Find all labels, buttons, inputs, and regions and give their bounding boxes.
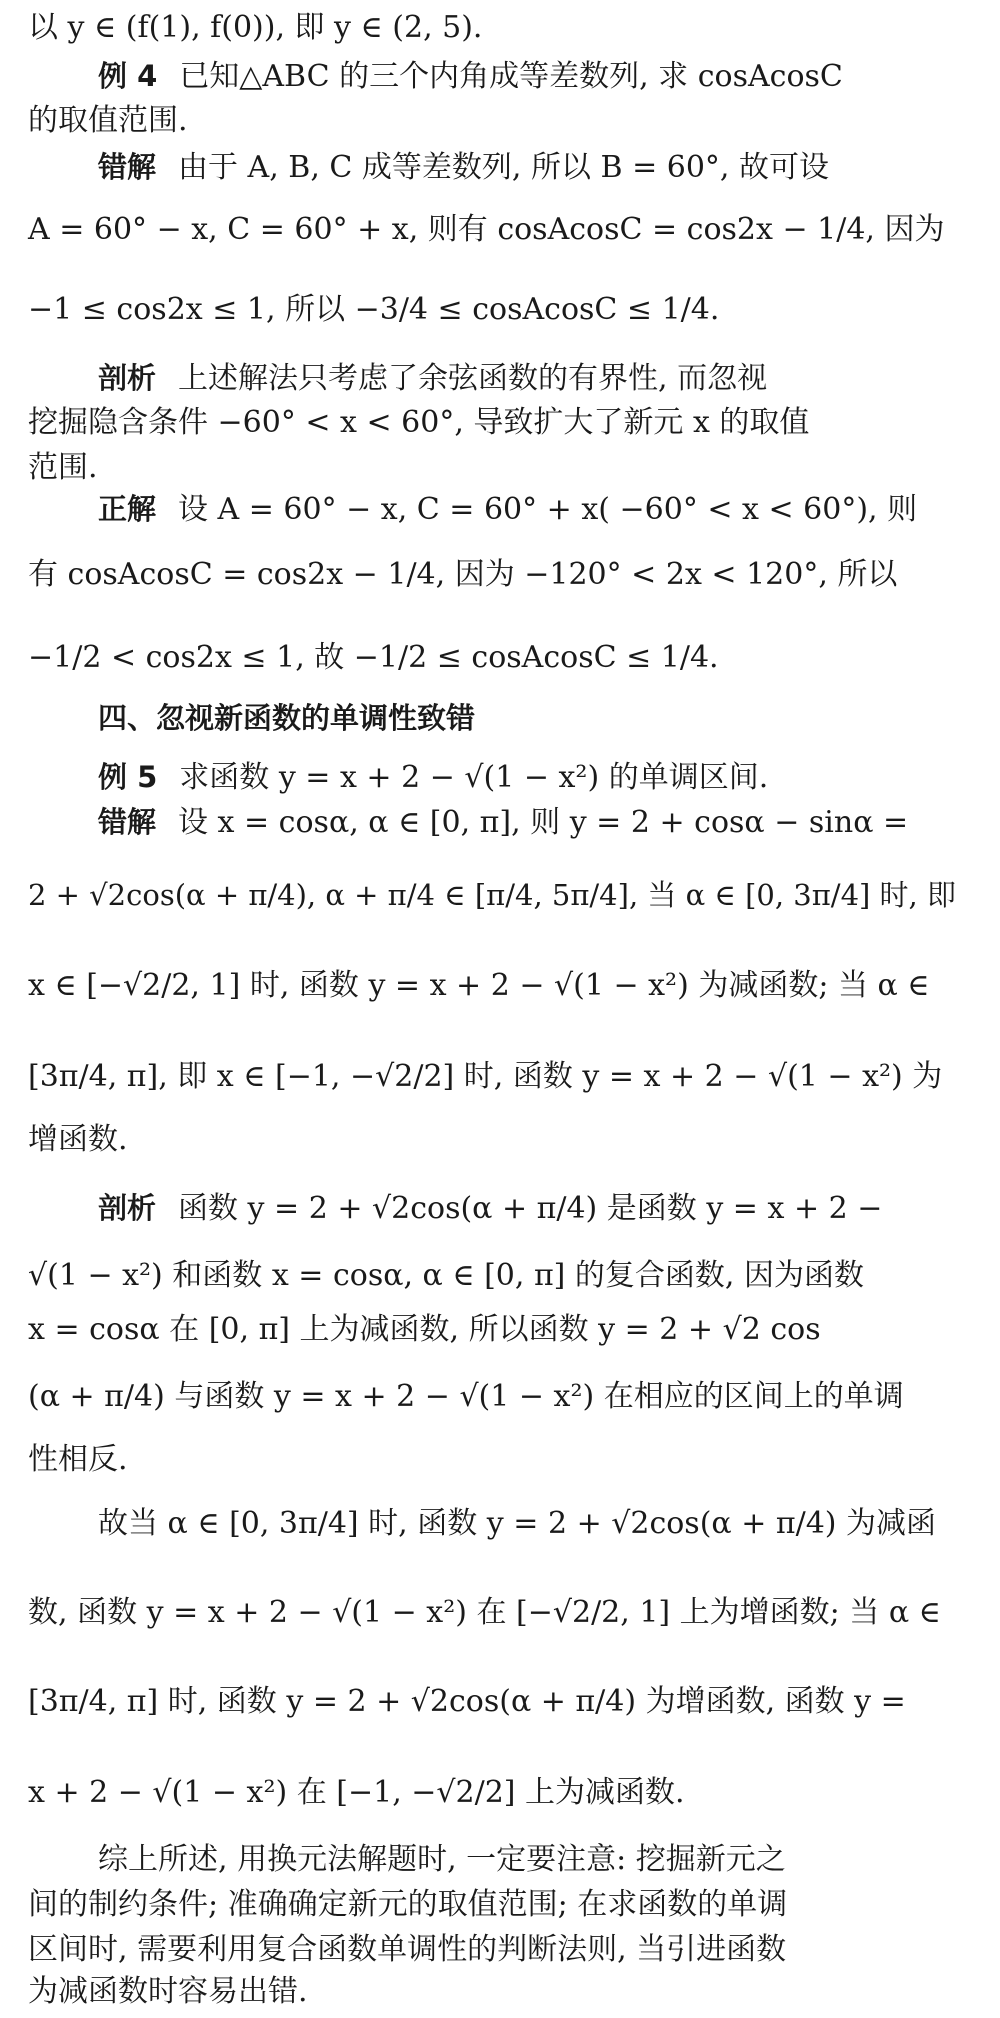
analysis-2-line-3: x = cosα 在 [0, π] 上为减函数, 所以函数 y = 2 + √2 cos: [28, 1312, 821, 1347]
wrong-solution-2-line-3: x ∈ [−√2/2, 1] 时, 函数 y = x + 2 − √(1 − x²) 为减函数; 当 α ∈: [28, 968, 930, 1003]
wrong-solution-2-line-4: [3π/4, π], 即 x ∈ [−1, −√2/2] 时, 函数 y = x + 2 − √(1 − x²) 为: [28, 1059, 943, 1094]
analysis-line-1: 剖析 上述解法只考虑了余弦函数的有界性, 而忽视: [98, 361, 768, 396]
analysis-line-2: 挖掘隐含条件 −60° < x < 60°, 导致扩大了新元 x 的取值: [28, 405, 810, 440]
wrong-solution-line-2: A = 60° − x, C = 60° + x, 则有 cosAcosC = cos2x − 1/4, 因为: [28, 212, 945, 247]
wrong-solution-2-line-1: 错解 设 x = cosα, α ∈ [0, π], 则 y = 2 + cosα − sinα =: [98, 805, 909, 840]
conclusion-line-4: x + 2 − √(1 − x²) 在 [−1, −√2/2] 上为减函数.: [28, 1775, 685, 1810]
wrong-solution-2-line-2: 2 + √2cos(α + π/4), α + π/4 ∈ [π/4, 5π/4], 当 α ∈ [0, 3π/4] 时, 即: [28, 878, 956, 912]
analysis-2-line-5: 性相反.: [28, 1442, 128, 1477]
summary-line-1: 综上所述, 用换元法解题时, 一定要注意: 挖掘新元之: [98, 1842, 786, 1877]
text-line-1: 以 y ∈ (f(1), f(0)), 即 y ∈ (2, 5).: [28, 10, 483, 45]
correct-solution-line-2: 有 cosAcosC = cos2x − 1/4, 因为 −120° < 2x < 120°, 所以: [28, 557, 898, 592]
analysis-line-3: 范围.: [28, 450, 98, 485]
conclusion-line-2: 数, 函数 y = x + 2 − √(1 − x²) 在 [−√2/2, 1] 上为增函数; 当 α ∈: [28, 1595, 941, 1630]
section-heading: 四、忽视新函数的单调性致错: [98, 701, 476, 735]
correct-solution-label: 正解: [98, 492, 157, 526]
analysis-2-line-2: √(1 − x²) 和函数 x = cosα, α ∈ [0, π] 的复合函数, 因为函数: [28, 1258, 864, 1293]
wrong-solution-label: 错解: [98, 150, 157, 184]
example-4-line-1: 例 4 已知△ABC 的三个内角成等差数列, 求 cosAcosC: [98, 59, 843, 94]
wrong-solution-label: 错解: [98, 805, 157, 839]
example-label: 例 5: [98, 760, 158, 794]
summary-line-3: 区间时, 需要利用复合函数单调性的判断法则, 当引进函数: [28, 1932, 787, 1967]
summary-line-4: 为减函数时容易出错.: [28, 1974, 308, 2009]
conclusion-line-1: 故当 α ∈ [0, 3π/4] 时, 函数 y = 2 + √2cos(α + π/4) 为减函: [98, 1506, 937, 1541]
analysis-2-line-4: (α + π/4) 与函数 y = x + 2 − √(1 − x²) 在相应的区间上的单调: [28, 1379, 904, 1414]
analysis-label: 剖析: [98, 1191, 157, 1225]
correct-solution-line-1: 正解 设 A = 60° − x, C = 60° + x( −60° < x < 60°), 则: [98, 492, 918, 527]
analysis-label: 剖析: [98, 361, 157, 395]
analysis-2-line-1: 剖析 函数 y = 2 + √2cos(α + π/4) 是函数 y = x + 2 −: [98, 1191, 883, 1226]
correct-solution-line-3: −1/2 < cos2x ≤ 1, 故 −1/2 ≤ cosAcosC ≤ 1/4.: [28, 640, 719, 675]
example-5-line-1: 例 5 求函数 y = x + 2 − √(1 − x²) 的单调区间.: [98, 760, 769, 795]
conclusion-line-3: [3π/4, π] 时, 函数 y = 2 + √2cos(α + π/4) 为增函数, 函数 y =: [28, 1684, 906, 1719]
summary-line-2: 间的制约条件; 准确确定新元的取值范围; 在求函数的单调: [28, 1887, 788, 1922]
example-4-line-2: 的取值范围.: [28, 103, 188, 138]
wrong-solution-line-3: −1 ≤ cos2x ≤ 1, 所以 −3/4 ≤ cosAcosC ≤ 1/4.: [28, 292, 720, 327]
wrong-solution-2-line-5: 增函数.: [28, 1122, 128, 1157]
wrong-solution-line-1: 错解 由于 A, B, C 成等差数列, 所以 B = 60°, 故可设: [98, 150, 830, 185]
example-label: 例 4: [98, 59, 158, 93]
